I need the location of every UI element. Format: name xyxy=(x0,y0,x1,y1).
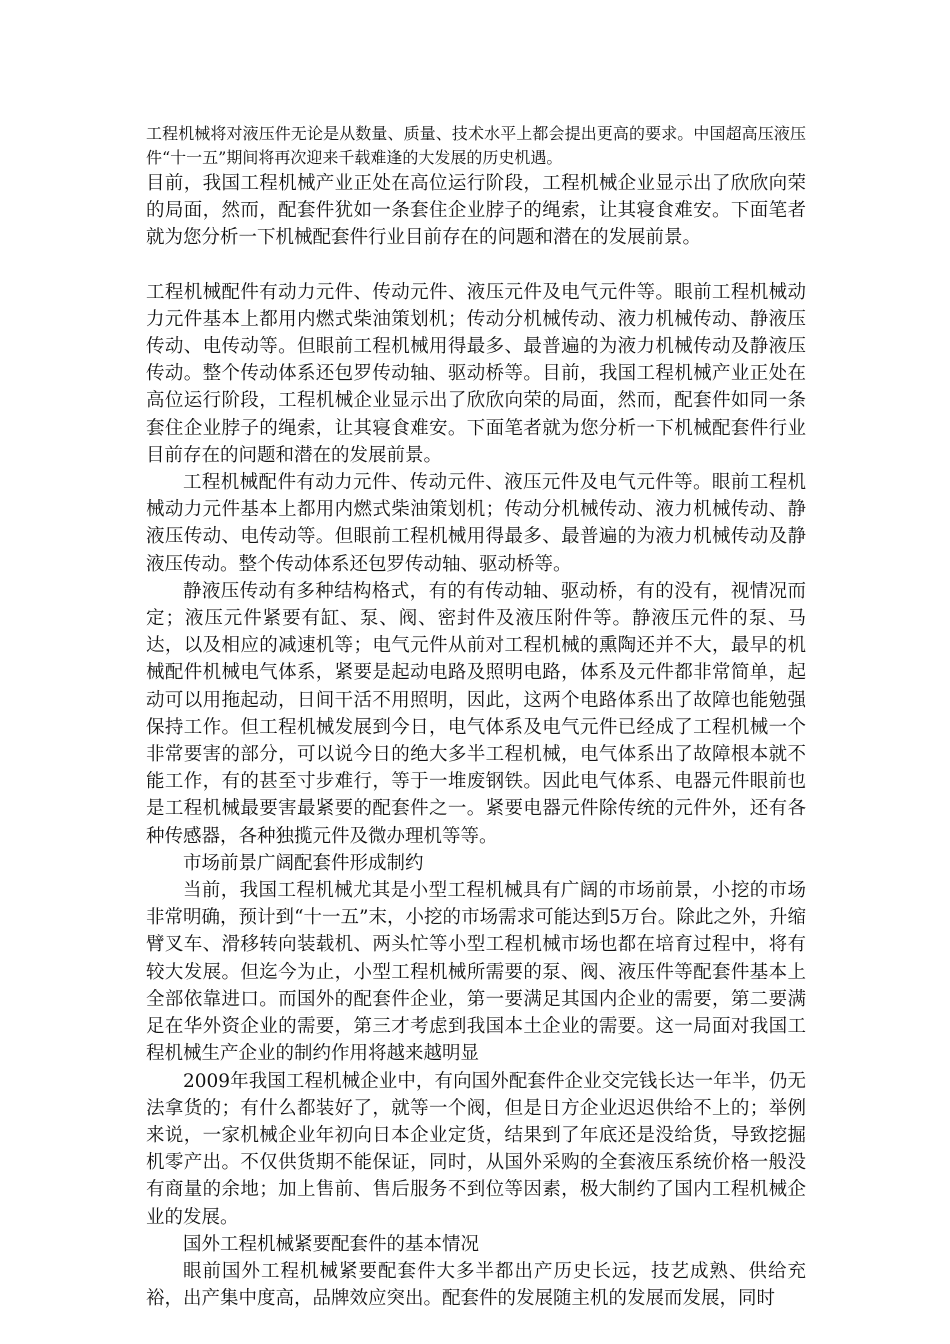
paragraph-2: 工程机械配件有动力元件、传动元件、液压元件及电气元件等。眼前工程机械动力元件基本上都用内燃式柴油策划机；传动分机械传动、液力机械传动、静液压传动、电传动等。但眼前工程机械用得最多、最普遍的为液力机械传动及静液压传动。整个传动体系还包罗传动轴、驱动桥等。目前，我国工程机械产业正处在高位运行阶段，工程机械企业显示出了欣欣向荣的局面，然而，配套件如同一条套住企业脖子的绳索，让其寝食难安。下面笔者就为您分析一下机械配套件行业目前存在的问题和潜在的发展前景。 xyxy=(146,281,806,466)
paragraph-7: 眼前国外工程机械紧要配套件大多半都出产历史长远，技艺成熟、供给充裕，出产集中度高，品牌效应突出。配套件的发展随主机的发展而发展，同时 xyxy=(146,1260,806,1310)
paragraph-1: 目前，我国工程机械产业正处在高位运行阶段，工程机械企业显示出了欣欣向荣的局面，然而，配套件犹如一条套住企业脖子的绳索，让其寝食难安。下面笔者就为您分析一下机械配套件行业目前存在的问题和潜在的发展前景。 xyxy=(146,173,806,249)
document-page xyxy=(146,122,806,1312)
section-heading-market: 市场前景广阔配套件形成制约 xyxy=(183,852,424,874)
paragraph-4: 静液压传动有多种结构格式，有的有传动轴、驱动桥，有的没有，视情况而定；液压元件紧要有缸、泵、阀、密封件及液压附件等。静液压元件的泵、马达，以及相应的减速机等；电气元件从前对工程机械的熏陶还并不大，最早的机械配件机械电气体系，紧要是起动电路及照明电路，体系及元件都非常简单，起动可以用拖起动，日间干活不用照明，因此，这两个电路体系出了故障也能勉强保持工作。但工程机械发展到今日，电气体系及电气元件已经成了工程机械一个非常要害的部分，可以说今日的绝大多半工程机械，电气体系出了故障根本就不能工作，有的甚至寸步难行，等于一堆废钢铁。因此电气体系、电器元件眼前也是工程机械最要害最紧要的配套件之一。紧要电器元件除传统的元件外，还有各种传感器，各种独揽元件及微办理机等等。 xyxy=(146,580,806,847)
paragraph-gap xyxy=(146,252,806,279)
intro-paragraph: 工程机械将对液压件无论是从数量、质量、技术水平上都会提出更高的要求。中国超高压液压件“十一五”期间将再次迎来千载难逢的大发展的历史机遇。 xyxy=(146,124,806,167)
section-heading-foreign: 国外工程机械紧要配套件的基本情况 xyxy=(183,1233,480,1255)
paragraph-6: 2009年我国工程机械企业中，有向国外配套件企业交完钱长达一年半，仍无法拿货的；有什么都装好了，就等一个阀，但是日方企业迟迟供给不上的；举例来说，一家机械企业年初向日本企业定货，结果到了年底还是没给货，导致挖掘机零产出。不仅供货期不能保证，同时，从国外采购的全套液压系统价格一般没有商量的余地；加上售前、售后服务不到位等因素，极大制约了国内工程机械企业的发展。 xyxy=(146,1070,806,1228)
paragraph-3: 工程机械配件有动力元件、传动元件、液压元件及电气元件等。眼前工程机械动力元件基本上都用内燃式柴油策划机；传动分机械传动、液力机械传动、静液压传动、电传动等。但眼前工程机械用得最多、最普遍的为液力机械传动及静液压传动。整个传动体系还包罗传动轴、驱动桥等。 xyxy=(146,472,806,575)
paragraph-5: 当前，我国工程机械尤其是小型工程机械具有广阔的市场前景，小挖的市场非常明确，预计到“十一五”末，小挖的市场需求可能达到5万台。除此之外，升缩臂叉车、滑移转向装载机、两头忙等小型工程机械市场也都在培育过程中，将有较大发展。但迄今为止，小型工程机械所需要的泵、阀、液压件等配套件基本上全部依靠进口。而国外的配套件企业，第一要满足其国内企业的需要，第二要满足在华外资企业的需要，第三才考虑到我国本土企业的需要。这一局面对我国工程机械生产企业的制约作用将越来越明显 xyxy=(146,880,806,1065)
